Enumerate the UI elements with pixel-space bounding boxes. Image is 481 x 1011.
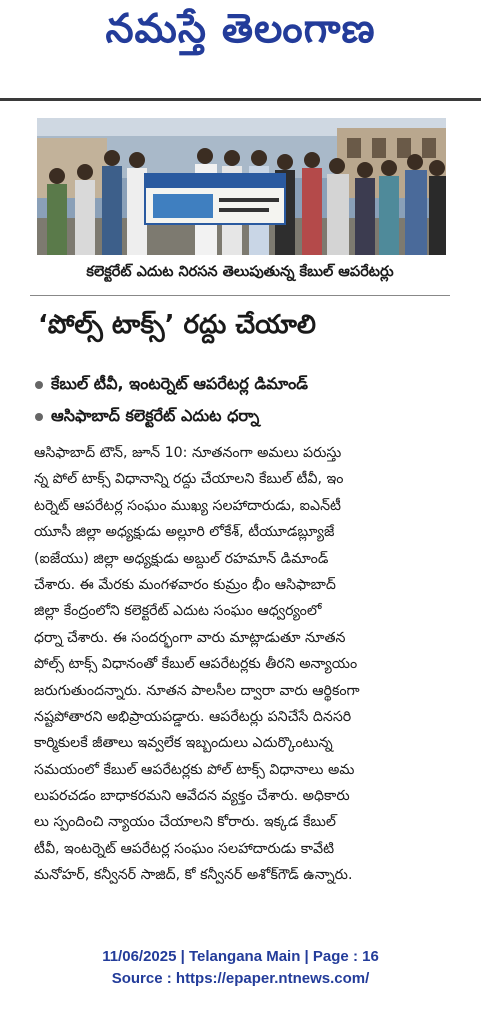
body-line: నష్టపోతారని అభిప్రాయపడ్డారు. ఆపరేటర్లు పనిచేసే దినసరి (34, 708, 352, 725)
article-headline: ‘పోల్స్ టాక్స్’ రద్దు చేయాలి (38, 310, 316, 340)
body-line: ఆసిఫాబాద్ టౌన్, జూన్ 10: నూతనంగా అమలు పరుస్తు (34, 445, 342, 461)
body-line: న్న పోల్ టాక్స్ విధానాన్ని రద్దు చేయాలని కేబుల్ టీవీ, ఇం (34, 471, 344, 488)
body-line: లు స్పందించి న్యాయం చేయాలని కోరారు. ఇక్కడ కేబుల్ (34, 814, 336, 831)
subhead-bullet (35, 374, 308, 397)
article-body (34, 440, 446, 889)
masthead (0, 0, 481, 98)
subhead-text: కేబుల్ టీవీ, ఇంటర్నెట్ ఆపరేటర్ల డిమాండ్ (51, 374, 309, 393)
news-photo (37, 118, 446, 255)
subhead-text: ఆసిఫాబాద్ కలెక్టరేట్ ఎదుట ధర్నా (51, 406, 260, 425)
masthead-divider (0, 98, 481, 101)
body-line: మనోహర్, కన్వీనర్ సాజిద్, కో కన్వీనర్ అశోక్‌గౌడ్ ఉన్నారు. (34, 867, 353, 884)
caption-divider (30, 295, 450, 296)
body-line: (ఐజేయు) జిల్లా అధ్యక్షుడు అబ్దుల్ రహమాన్ డిమాండ్ (34, 550, 329, 567)
body-line: టర్నెట్ ఆపరేటర్ల సంఘం ముఖ్య సలహాదారుడు, ఐఎన్‌టీ (34, 497, 341, 514)
bullet-dot-icon (35, 413, 43, 421)
body-line: కార్మికులకే జీతాలు ఇవ్వలేక ఇబ్బందులు ఎదుర్కొంటున్న (34, 735, 333, 752)
body-line: లుపరచడం బాధాకరమని ఆవేదన వ్యక్తం చేశారు. అధికారు (34, 788, 350, 805)
photo-caption: కలెక్టరేట్ ఎదుట నిరసన తెలుపుతున్న కేబుల్ ఆపరేటర్లు (86, 264, 394, 280)
body-line: జరుగుతుందన్నారు. నూతన పాలసీల ద్వారా వారు ఆర్థికంగా (34, 682, 360, 699)
newspaper-logo: నమస్తే తెలంగాణ (105, 6, 376, 52)
body-line: టీవీ, ఇంటర్నెట్ ఆపరేటర్ల సంఘం సలహాదారుడు కావేటి (34, 840, 335, 857)
body-line: సమయంలో కేబుల్ ఆపరేటర్లకు పోల్ టాక్స్ విధానాలు అమ (34, 761, 355, 778)
footer-edition-info: 11/06/2025 | Telangana Main | Page : 16 (102, 948, 379, 965)
body-line: పోల్స్ టాక్స్ విధానంతో కేబుల్ ఆపరేటర్లకు తీరని అన్యాయం (34, 656, 358, 673)
body-line: యూసీ జిల్లా అధ్యక్షుడు అల్లూరి లోకేశ్, టీయూడబ్ల్యూజే (34, 524, 335, 541)
footer-source-link[interactable]: Source : https://epaper.ntnews.com/ (111, 970, 370, 987)
subhead-bullet (35, 406, 259, 429)
body-line: చేశారు. ఈ మేరకు మంగళవారం కుమ్రం భీం ఆసిఫాబాద్ (34, 576, 336, 593)
body-line: ధర్నా చేశారు. ఈ సందర్భంగా వారు మాట్లాడుతూ నూతన (34, 629, 346, 646)
bullet-dot-icon (35, 381, 43, 389)
body-line: జిల్లా కేంద్రంలోని కలెక్టరేట్ ఎదుట సంఘం ఆధ్వర్యంలో (34, 603, 322, 620)
group-protest-photo-icon (37, 118, 446, 255)
